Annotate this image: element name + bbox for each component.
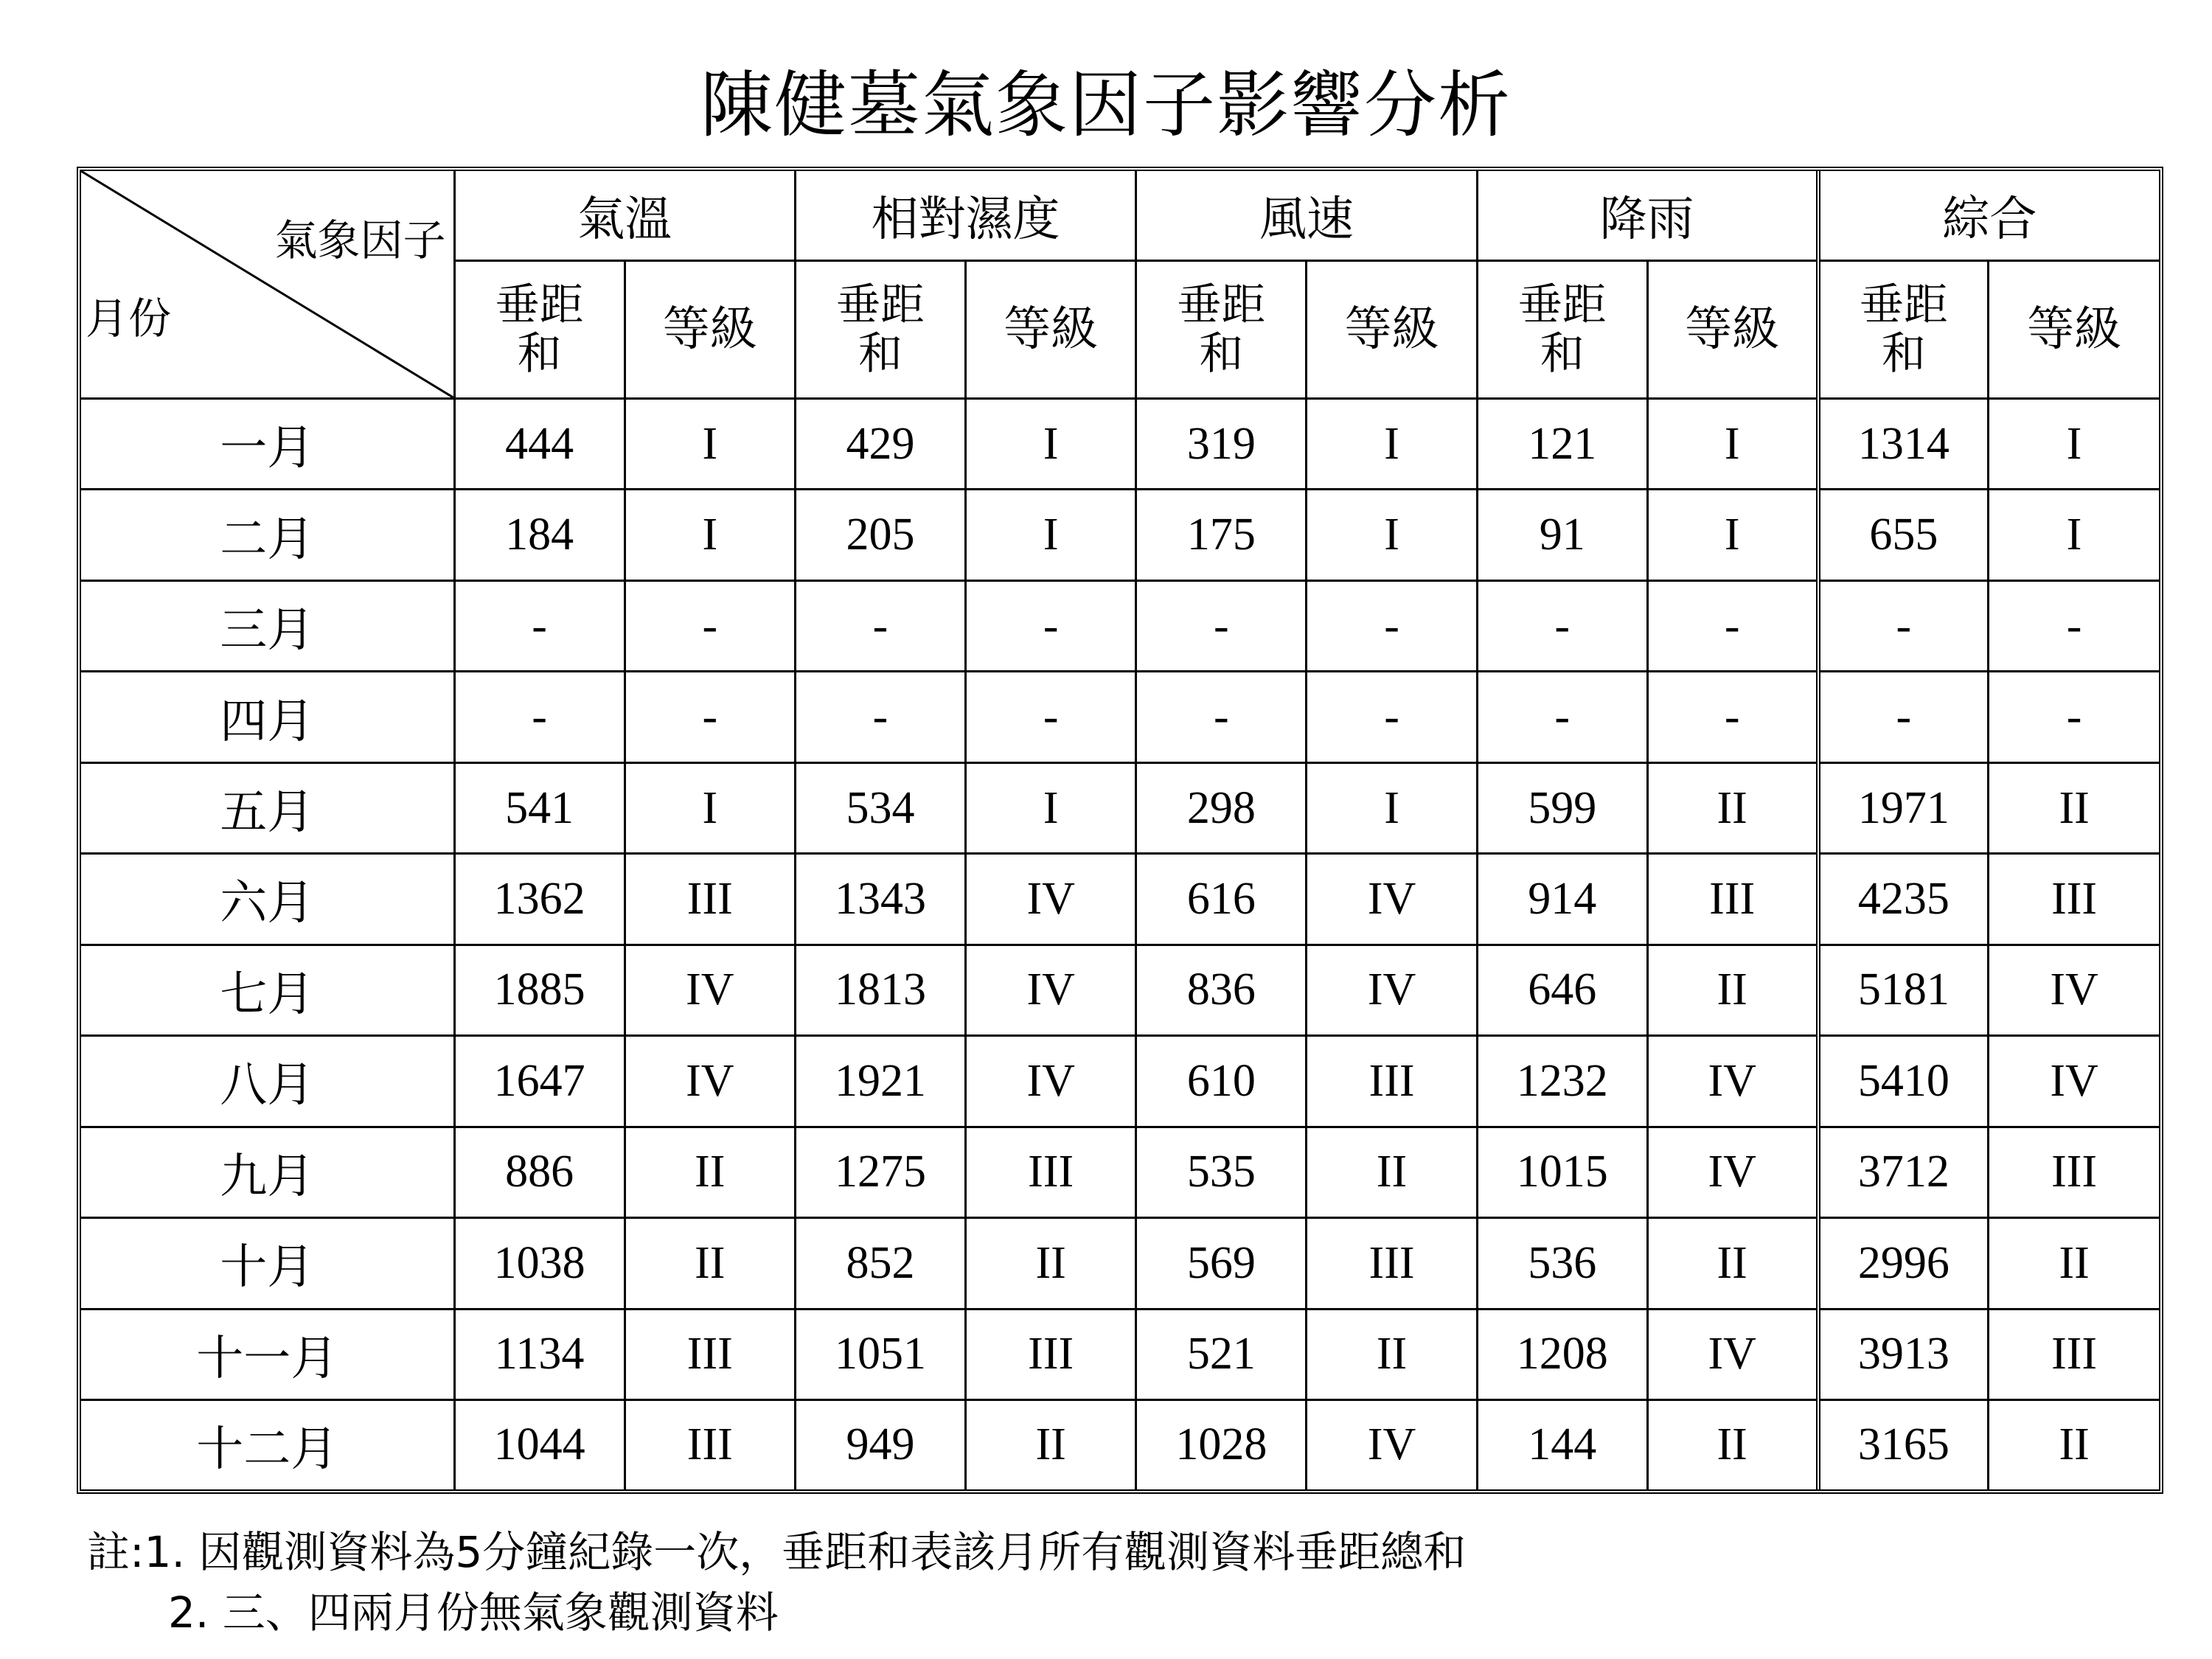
sum-cell: 535 <box>1136 1127 1307 1217</box>
sum-cell: 4235 <box>1818 854 1989 945</box>
level-cell: II <box>1307 1127 1477 1217</box>
sum-cell: 175 <box>1136 490 1307 580</box>
sub-header-sum: 垂距 和 <box>1477 261 1647 399</box>
sum-cell: 599 <box>1477 762 1647 853</box>
level-cell: I <box>625 399 795 490</box>
level-cell: II <box>1989 1399 2159 1489</box>
month-cell: 一月 <box>81 399 454 490</box>
sum-cell: 1038 <box>454 1218 625 1309</box>
level-cell: - <box>1647 580 1818 671</box>
sum-cell: 319 <box>1136 399 1307 490</box>
level-cell: III <box>966 1127 1136 1217</box>
level-cell: I <box>1647 399 1818 490</box>
sum-cell: - <box>795 672 965 762</box>
sum-cell: - <box>1818 672 1989 762</box>
table-row <box>81 399 2159 490</box>
level-cell: - <box>1647 672 1818 762</box>
analysis-table <box>81 171 2159 1489</box>
sub-header-level: 等級 <box>966 261 1136 399</box>
sum-cell: 429 <box>795 399 965 490</box>
sub-header-sum: 垂距 和 <box>795 261 965 399</box>
corner-diagonal-line <box>81 171 453 397</box>
footnotes <box>87 1522 1466 1643</box>
level-cell: III <box>625 1399 795 1489</box>
sum-cell: 298 <box>1136 762 1307 853</box>
sum-cell: 3913 <box>1818 1309 1989 1399</box>
sum-cell: 444 <box>454 399 625 490</box>
sum-cell: - <box>1136 672 1307 762</box>
table-row <box>81 580 2159 671</box>
level-cell: IV <box>966 945 1136 1035</box>
sum-cell: 205 <box>795 490 965 580</box>
corner-label-factor: 氣象因子 <box>274 215 446 265</box>
table-row <box>81 854 2159 945</box>
level-cell: I <box>1307 762 1477 853</box>
sum-cell: 1051 <box>795 1309 965 1399</box>
level-cell: II <box>1989 762 2159 853</box>
level-cell: IV <box>1307 945 1477 1035</box>
level-cell: - <box>966 672 1136 762</box>
table-row <box>81 945 2159 1035</box>
sum-cell: 655 <box>1818 490 1989 580</box>
level-cell: II <box>966 1218 1136 1309</box>
level-cell: I <box>1307 399 1477 490</box>
level-cell: IV <box>966 854 1136 945</box>
level-cell: IV <box>625 945 795 1035</box>
sum-cell: 852 <box>795 1218 965 1309</box>
level-cell: II <box>1647 945 1818 1035</box>
month-cell: 二月 <box>81 490 454 580</box>
group-header-overall: 綜合 <box>1818 171 2160 261</box>
table-row <box>81 762 2159 853</box>
level-cell: II <box>1647 1399 1818 1489</box>
corner-header <box>81 171 454 399</box>
month-cell: 十一月 <box>81 1309 454 1399</box>
sum-cell: 1647 <box>454 1036 625 1127</box>
level-cell: - <box>1307 580 1477 671</box>
sub-header-sum: 垂距 和 <box>1136 261 1307 399</box>
sum-cell: 521 <box>1136 1309 1307 1399</box>
month-cell: 七月 <box>81 945 454 1035</box>
month-cell: 六月 <box>81 854 454 945</box>
level-cell: III <box>1989 1127 2159 1217</box>
sum-cell: 5181 <box>1818 945 1989 1035</box>
sum-cell: 91 <box>1477 490 1647 580</box>
level-cell: II <box>1307 1309 1477 1399</box>
level-cell: - <box>1307 672 1477 762</box>
level-cell: I <box>1989 490 2159 580</box>
table-row <box>81 1127 2159 1217</box>
level-cell: III <box>1307 1036 1477 1127</box>
level-cell: III <box>966 1309 1136 1399</box>
group-header-humidity: 相對濕度 <box>795 171 1135 261</box>
level-cell: IV <box>625 1036 795 1127</box>
sub-header-level: 等級 <box>1307 261 1477 399</box>
table-body <box>81 399 2159 1490</box>
month-cell: 三月 <box>81 580 454 671</box>
page-title: 陳健墓氣象因子影響分析 <box>700 63 1512 147</box>
sum-cell: 616 <box>1136 854 1307 945</box>
sum-cell: - <box>1818 580 1989 671</box>
sum-cell: 1314 <box>1818 399 1989 490</box>
group-header-rain: 降雨 <box>1477 171 1818 261</box>
sum-cell: 569 <box>1136 1218 1307 1309</box>
sum-cell: 534 <box>795 762 965 853</box>
level-cell: I <box>966 762 1136 853</box>
sum-cell: 1208 <box>1477 1309 1647 1399</box>
sum-cell: 1813 <box>795 945 965 1035</box>
sum-cell: 1921 <box>795 1036 965 1127</box>
level-cell: IV <box>1307 1399 1477 1489</box>
sum-cell: 1275 <box>795 1127 965 1217</box>
level-cell: III <box>1989 1309 2159 1399</box>
sum-cell: 184 <box>454 490 625 580</box>
sum-cell: - <box>454 672 625 762</box>
sum-cell: - <box>454 580 625 671</box>
table-row <box>81 490 2159 580</box>
table-row <box>81 1399 2159 1489</box>
level-cell: I <box>625 490 795 580</box>
sum-cell: 949 <box>795 1399 965 1489</box>
sum-cell: 121 <box>1477 399 1647 490</box>
level-cell: I <box>1989 399 2159 490</box>
sum-cell: 541 <box>454 762 625 853</box>
sum-cell: - <box>1477 580 1647 671</box>
sum-cell: 1015 <box>1477 1127 1647 1217</box>
sub-header-level: 等級 <box>1989 261 2159 399</box>
sum-cell: 1232 <box>1477 1036 1647 1127</box>
corner-label-month: 月份 <box>86 293 172 344</box>
month-cell: 四月 <box>81 672 454 762</box>
sum-cell: 914 <box>1477 854 1647 945</box>
sum-cell: 836 <box>1136 945 1307 1035</box>
level-cell: IV <box>966 1036 1136 1127</box>
sum-cell: 1362 <box>454 854 625 945</box>
sum-cell: 886 <box>454 1127 625 1217</box>
level-cell: I <box>1307 490 1477 580</box>
sum-cell: - <box>1136 580 1307 671</box>
sum-cell: 1044 <box>454 1399 625 1489</box>
month-cell: 十二月 <box>81 1399 454 1489</box>
level-cell: IV <box>1989 945 2159 1035</box>
footnote-1: 註:1. 因觀測資料為5分鐘紀錄一次，垂距和表該月所有觀測資料垂距總和 <box>87 1527 1467 1577</box>
level-cell: II <box>1989 1218 2159 1309</box>
sum-cell: 1971 <box>1818 762 1989 853</box>
sum-cell: 1343 <box>795 854 965 945</box>
sum-cell: 1134 <box>454 1309 625 1399</box>
sum-cell: 536 <box>1477 1218 1647 1309</box>
level-cell: I <box>625 762 795 853</box>
sum-cell: 646 <box>1477 945 1647 1035</box>
sub-header-level: 等級 <box>625 261 795 399</box>
level-cell: - <box>1989 672 2159 762</box>
sub-header-level: 等級 <box>1647 261 1818 399</box>
month-cell: 五月 <box>81 762 454 853</box>
level-cell: III <box>1307 1218 1477 1309</box>
sum-cell: 2996 <box>1818 1218 1989 1309</box>
level-cell: III <box>1647 854 1818 945</box>
sum-cell: 1028 <box>1136 1399 1307 1489</box>
level-cell: II <box>625 1218 795 1309</box>
level-cell: II <box>966 1399 1136 1489</box>
group-header-temperature: 氣溫 <box>454 171 795 261</box>
table-row <box>81 1036 2159 1127</box>
level-cell: - <box>625 672 795 762</box>
level-cell: IV <box>1307 854 1477 945</box>
sum-cell: - <box>795 580 965 671</box>
sum-cell: - <box>1477 672 1647 762</box>
group-header-row <box>81 171 2159 261</box>
level-cell: - <box>1989 580 2159 671</box>
level-cell: I <box>966 490 1136 580</box>
level-cell: II <box>1647 1218 1818 1309</box>
sum-cell: 610 <box>1136 1036 1307 1127</box>
level-cell: IV <box>1989 1036 2159 1127</box>
level-cell: III <box>625 1309 795 1399</box>
table-row <box>81 1309 2159 1399</box>
month-cell: 八月 <box>81 1036 454 1127</box>
sum-cell: 3165 <box>1818 1399 1989 1489</box>
level-cell: I <box>1647 490 1818 580</box>
month-cell: 十月 <box>81 1218 454 1309</box>
level-cell: III <box>1989 854 2159 945</box>
level-cell: II <box>1647 762 1818 853</box>
table-row <box>81 1218 2159 1309</box>
level-cell: - <box>966 580 1136 671</box>
sum-cell: 144 <box>1477 1399 1647 1489</box>
sum-cell: 3712 <box>1818 1127 1989 1217</box>
level-cell: IV <box>1647 1036 1818 1127</box>
month-cell: 九月 <box>81 1127 454 1217</box>
sum-cell: 1885 <box>454 945 625 1035</box>
table-row <box>81 672 2159 762</box>
group-header-wind: 風速 <box>1136 171 1477 261</box>
level-cell: - <box>625 580 795 671</box>
level-cell: IV <box>1647 1309 1818 1399</box>
sum-cell: 5410 <box>1818 1036 1989 1127</box>
level-cell: II <box>625 1127 795 1217</box>
level-cell: III <box>625 854 795 945</box>
analysis-table-frame <box>77 167 2163 1494</box>
level-cell: IV <box>1647 1127 1818 1217</box>
sub-header-sum: 垂距 和 <box>454 261 625 399</box>
level-cell: I <box>966 399 1136 490</box>
sub-header-sum: 垂距 和 <box>1818 261 1989 399</box>
footnote-2: 2. 三、四兩月份無氣象觀測資料 <box>168 1587 779 1638</box>
